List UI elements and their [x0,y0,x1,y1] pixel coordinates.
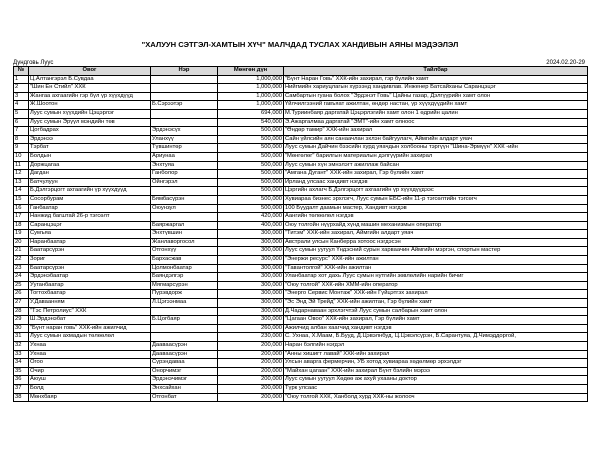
cell-amount: 300,000 [218,281,284,290]
cell-description: Үйлчилгээний гавъяат ажилтан, өндөр настан, үр хүүхдүүдийн хамт [284,101,588,110]
cell-description: Оюу толгойн нүүрхайд хүнд машин механизмын оператор [284,221,588,230]
cell-description: Аангийн төлөөлөл нэгдэв [284,213,588,222]
cell-description: "Энерго Сервис Монтаж" ХХК-ийн Гүйцэтгэх захирал [284,290,588,299]
cell-surname: Цогбадрах [29,127,151,136]
cell-name: Эрдэнэсүх [151,127,218,136]
cell-surname: Баатарсүрэн [29,247,151,256]
table-body [14,75,588,402]
cell-number: 9 [14,144,29,153]
cell-number: 32 [14,342,29,351]
cell-amount: 500,000 [218,195,284,204]
cell-description: "Мөнгөлөг" барилгын материалын дэлгүүрийн захирал [284,152,588,161]
cell-amount: 300,000 [218,316,284,325]
cell-surname: Луус сумын ахмадын төлөөлөл [29,333,151,342]
cell-amount: 200,000 [218,376,284,385]
cell-surname: Ууганбаатар [29,281,151,290]
cell-name: Ойнгэрэл [151,178,218,187]
cell-surname: У.Даваанням [29,299,151,308]
cell-amount: 300,000 [218,299,284,308]
cell-number: 24 [14,273,29,282]
cell-name: Энхтуяа [151,161,218,170]
cell-number: 13 [14,178,29,187]
cell-amount: 500,000 [218,170,284,179]
cell-description: "Анны хишигт лавай" ХХК-ийн захирал [284,350,588,359]
cell-description: Улсын аварга фермерчин, УБ хотод хувиараа хөдөлмөр эрхэлдэг [284,359,588,368]
cell-number: 27 [14,299,29,308]
cell-amount: 500,000 [218,204,284,213]
table-header-row [14,67,588,76]
cell-number: 28 [14,307,29,316]
donation-table [13,66,588,402]
cell-surname: Болдын [29,152,151,161]
cell-amount: 500,000 [218,144,284,153]
report-date: 2024.02.20-29 [546,60,585,66]
cell-amount: 500,000 [218,152,284,161]
cell-amount: 1,000,000 [218,84,284,93]
cell-amount: 300,000 [218,230,284,239]
cell-amount: 694,000 [218,109,284,118]
cell-number: 15 [14,195,29,204]
cell-name: Баяндэлгэр [151,273,218,282]
cell-name [151,187,218,196]
table-row [14,213,588,222]
cell-number: 31 [14,333,29,342]
cell-name: Б.Цогбаяр [151,316,218,325]
cell-number: 22 [14,256,29,265]
cell-description: "Титэм" ХХК-ийн захирал, Аймгийн алдарт уяач [284,230,588,239]
table-row [14,204,588,213]
table-row [14,342,588,351]
cell-surname: Сумъяа [29,230,151,239]
cell-description: "Оюу толгой ХХК, Ханболд хурд ХХК-ны жолооч [284,393,588,402]
cell-amount: 260,000 [218,324,284,333]
cell-surname: Ц.Алтангэрэл Б.Сувдаа [29,75,151,84]
cell-surname: Очир [29,367,151,376]
cell-surname: Жангаа ахгаагийн гэр бүл үр хүүхдүүд [29,92,151,101]
cell-name: Дааваасүрэн [151,350,218,359]
cell-name: Отгонхүү [151,247,218,256]
table-row [14,187,588,196]
cell-description: Э.Ажаргалмаа даргатай "ЭМТ"-ийн хамт олноос [284,118,588,127]
cell-amount: 1,000,000 [218,75,284,84]
cell-amount: 1,000,000 [218,101,284,110]
cell-description: М.Туриинбаяр даргатай Цэцэрлэгийн хамт олон 1 өдрийн цалин [284,109,588,118]
cell-surname: Мөнхбаяр [29,393,151,402]
table-row [14,101,588,110]
cell-number: 18 [14,221,29,230]
cell-description: Самбартын гуана болох "Эрдэнэт Говь" Цайны газар, Дэлгүүрийн хамт олон [284,92,588,101]
cell-amount: 300,000 [218,307,284,316]
table-row [14,324,588,333]
cell-amount: 500,000 [218,161,284,170]
cell-number: 4 [14,101,29,110]
cell-surname: "Тэс Петролиус" ХХК [29,307,151,316]
cell-amount: 300,000 [218,247,284,256]
table-row [14,393,588,402]
cell-surname: Луус сумын Эрүүл мэндийн төв [29,118,151,127]
cell-surname: Сосорбурам [29,195,151,204]
cell-name [151,333,218,342]
cell-number: 23 [14,264,29,273]
cell-surname: Болд [29,384,151,393]
cell-number: 1 [14,75,29,84]
cell-amount: 300,000 [218,290,284,299]
cell-number: 17 [14,213,29,222]
cell-name: Мягмарсүрэн [151,281,218,290]
table-row [14,264,588,273]
cell-number: 2 [14,84,29,93]
cell-surname: Ж.Шоотон [29,101,151,110]
cell-description: Луус сумын Дайчин бээсийн хурд уяачдын холбооны тэргүүн "Шина-Эрмүүн" ХХК -ийн [284,144,588,153]
cell-number: 36 [14,376,29,385]
cell-name: Оюунзул [151,204,218,213]
table-row [14,135,588,144]
cell-description: Цэргийн ахлагч Б.Дэлгэрцогт ахгаагийн үр хүүхдүүдээс [284,187,588,196]
cell-name: Дааваасүрэн [151,342,218,351]
table-row [14,247,588,256]
column-header-number: № [14,67,29,76]
cell-name [151,118,218,127]
cell-number: 34 [14,359,29,368]
cell-description: Сайн үйлсийн аян санаачлан эхлэн байгуулагч, Аймгийн алдарт уяач [284,135,588,144]
cell-number: 30 [14,324,29,333]
cell-description: Уланбаатар хот дахь Луус сумын нутгийн зөвлөлийн нарийн бичиг [284,273,588,282]
cell-name [151,307,218,316]
cell-description: Ажилчид албан хаагчид хандивт нэгдэв [284,324,588,333]
cell-number: 12 [14,170,29,179]
cell-amount: 200,000 [218,342,284,351]
cell-name: Ариунаа [151,152,218,161]
cell-surname: Батчулуун [29,178,151,187]
cell-amount: 500,000 [218,127,284,136]
cell-name: Сүрэндаваа [151,359,218,368]
cell-number: 7 [14,127,29,136]
cell-amount: 230,000 [218,333,284,342]
cell-surname: Дагдан [29,170,151,179]
cell-surname: Б.Дэлгэрцогт ахгаагийн үр хүүхдүүд [29,187,151,196]
table-row [14,221,588,230]
cell-description: Түрк улсаас [284,384,588,393]
cell-description: Наран бэлгийн нэгдэл [284,342,588,351]
cell-amount: 400,000 [218,221,284,230]
table-row [14,152,588,161]
cell-description: "Цагаан Овоо" ХХК-ийн захирал, Гэр бүлийн хамт [284,316,588,325]
cell-description: "Энержи ресурс" ХХК-ийн ажилтан [284,256,588,265]
cell-surname: Нанжид багштай 26-р тэгсөлт [29,213,151,222]
cell-name [151,84,218,93]
cell-description: Австрали улсын Канберра хотоос нэгдэсэн [284,238,588,247]
table-row [14,273,588,282]
cell-description: "Оюу толгой" ХХК-ийн ХММ-ийн оператор [284,281,588,290]
cell-number: 37 [14,384,29,393]
cell-surname: Зориг [29,256,151,265]
cell-amount: 540,000 [218,118,284,127]
cell-number: 35 [14,367,29,376]
cell-surname: Доржцагаа [29,161,151,170]
table-row [14,281,588,290]
table-row [14,84,588,93]
column-header-description: Тайлбар [284,67,588,76]
table-row [14,195,588,204]
report-title: "ХАЛУУН СЭТГЭЛ-ХАМТЫН ХҮЧ" МАЛЧДАД ТУСЛАХ ХАНДИВЫН АЯНЫ МЭДЭЭЛЭЛ [141,40,459,49]
cell-number: 25 [14,281,29,290]
table-row [14,350,588,359]
cell-number: 11 [14,161,29,170]
table-row [14,127,588,136]
table-row [14,75,588,84]
table-row [14,118,588,127]
cell-number: 33 [14,350,29,359]
cell-number: 3 [14,92,29,101]
column-header-name: Нэр [151,67,218,76]
table-row [14,230,588,239]
cell-amount: 300,000 [218,273,284,282]
cell-amount: 500,000 [218,178,284,187]
cell-name: Ганболор [151,170,218,179]
cell-name [151,75,218,84]
cell-name: Бямбасүрэн [151,195,218,204]
cell-amount: 500,000 [218,187,284,196]
cell-surname: Тэрбат [29,144,151,153]
cell-description: "Амгана Дугант" ХХК-ийн захирал, Гэр бүлийн хамт [284,170,588,179]
cell-description: Ирланд улсаас хандивт нэгдэв [284,178,588,187]
cell-name [151,92,218,101]
cell-amount: 200,000 [218,359,284,368]
cell-number: 29 [14,316,29,325]
cell-surname: Ганбаатар [29,204,151,213]
cell-amount: 200,000 [218,350,284,359]
cell-number: 21 [14,247,29,256]
cell-description: Луус сумын уугуул Үндэсний сурын харваачин Аймгийн мэргэн, спортын мастер [284,247,588,256]
table-row [14,256,588,265]
cell-number: 26 [14,290,29,299]
cell-number: 5 [14,109,29,118]
cell-amount: 500,000 [218,135,284,144]
cell-amount: 200,000 [218,384,284,393]
cell-surname: "Шин Ен Стийл" ХХК [29,84,151,93]
cell-description: Луус сумын хүн эмнэлэгт ажиллаж байсан [284,161,588,170]
table-row [14,299,588,308]
cell-number: 20 [14,238,29,247]
table-row [14,109,588,118]
table-row [14,178,588,187]
cell-name [151,109,218,118]
cell-number: 8 [14,135,29,144]
cell-description: "Эс Энд Эй Трейд" ХХК-ийн ажилтан, Гэр бүлийн хамт [284,299,588,308]
cell-name: Түвшинтөр [151,144,218,153]
cell-amount: 420,000 [218,213,284,222]
cell-name [151,213,218,222]
table-row [14,170,588,179]
cell-surname: Ш.Эрдэнэбат [29,316,151,325]
table-row [14,367,588,376]
cell-name: Пүрэвдорж [151,290,218,299]
table-row [14,290,588,299]
cell-surname: Эрдэнээ [29,135,151,144]
table-row [14,307,588,316]
cell-name: Цолмонбаатар [151,264,218,273]
cell-name: Отгонбат [151,393,218,402]
cell-surname: Аюуш [29,376,151,385]
cell-description: С. Ухнаа, Х.Маам, Б.Бууд, Д.Цэвэлнбуд, Ц.Цэвэлсүрэн, Б.Сарантуяа, Д.Чимэддоргой, [284,333,588,342]
cell-name: Энхтүвшин [151,230,218,239]
cell-surname: Ухнаа [29,350,151,359]
cell-surname: Тогтохбаатар [29,290,151,299]
cell-number: 38 [14,393,29,402]
cell-surname: Огоо [29,359,151,368]
cell-description: "Майхан цагаан" ХХК-ийн захирал Бүнт бэлийн мэрээ [284,367,588,376]
cell-name: Бархасжав [151,256,218,265]
table-row [14,238,588,247]
cell-number: 19 [14,230,29,239]
location-label: Дундговь Луус [13,60,54,66]
cell-description: "Бүнт Наран Говь" ХХК-ийн захирал, гэр бүлийн хамт [284,75,588,84]
cell-description: Д.Чадарнаваан эрхлэгчтэй Луус сумын салбарын хамт олон [284,307,588,316]
table-row [14,144,588,153]
cell-surname: "Бүнт наран говь" ХХК-ийн ажилчид [29,324,151,333]
cell-name: Онорчимэг [151,367,218,376]
cell-name: Л.Цэгээнмаа [151,299,218,308]
cell-surname: Наранбаатар [29,238,151,247]
table-row [14,333,588,342]
cell-amount: 300,000 [218,256,284,265]
table-row [14,161,588,170]
cell-name: Жанлаворгосол [151,238,218,247]
column-header-amount: Мөнгөн дүн [218,67,284,76]
cell-name [151,324,218,333]
cell-number: 14 [14,187,29,196]
column-header-surname: Овог [29,67,151,76]
cell-amount: 300,000 [218,238,284,247]
cell-name: Эрдэнэчимэг [151,376,218,385]
cell-name: Энхсайхан [151,384,218,393]
cell-surname: Эрдэнэбаатар [29,273,151,282]
cell-name: Баяржаргал [151,221,218,230]
table-row [14,376,588,385]
cell-description: Нийгмийн хариуцлагын хүрээнд хандивлав. Инженер Батсайханы Саранцэцэг [284,84,588,93]
cell-description: 100 Бүудалт даамын мастер, Хандивт нэгдэв [284,204,588,213]
cell-description: "Тавантолгой" ХХК-ийн ажилтан [284,264,588,273]
cell-number: 6 [14,118,29,127]
cell-name: Уланхүү [151,135,218,144]
cell-description: "Өндөр тамир" ХХК-ийн захирал [284,127,588,136]
cell-amount: 1,000,000 [218,92,284,101]
cell-surname: Ухнаа [29,342,151,351]
cell-name: Б.Сэрээтэр [151,101,218,110]
cell-surname: Баатарсүрэн [29,264,151,273]
cell-number: 16 [14,204,29,213]
table-row [14,316,588,325]
cell-description: Луус сумын уугуул Хөдөө аж ахуй ухааны доктор [284,376,588,385]
cell-amount: 300,000 [218,264,284,273]
table-row [14,359,588,368]
cell-amount: 200,000 [218,393,284,402]
cell-description: Хувиараа бизнес эрхлэгч, Луус сумын ЕБС-ийн 11-р тэгсөлтийн тэгсөгч [284,195,588,204]
table-row [14,384,588,393]
cell-surname: Саранцэцэг [29,221,151,230]
table-row [14,92,588,101]
cell-amount: 200,000 [218,367,284,376]
cell-surname: Луус сумын хүүхдийн Цэцэрлэг [29,109,151,118]
cell-number: 10 [14,152,29,161]
